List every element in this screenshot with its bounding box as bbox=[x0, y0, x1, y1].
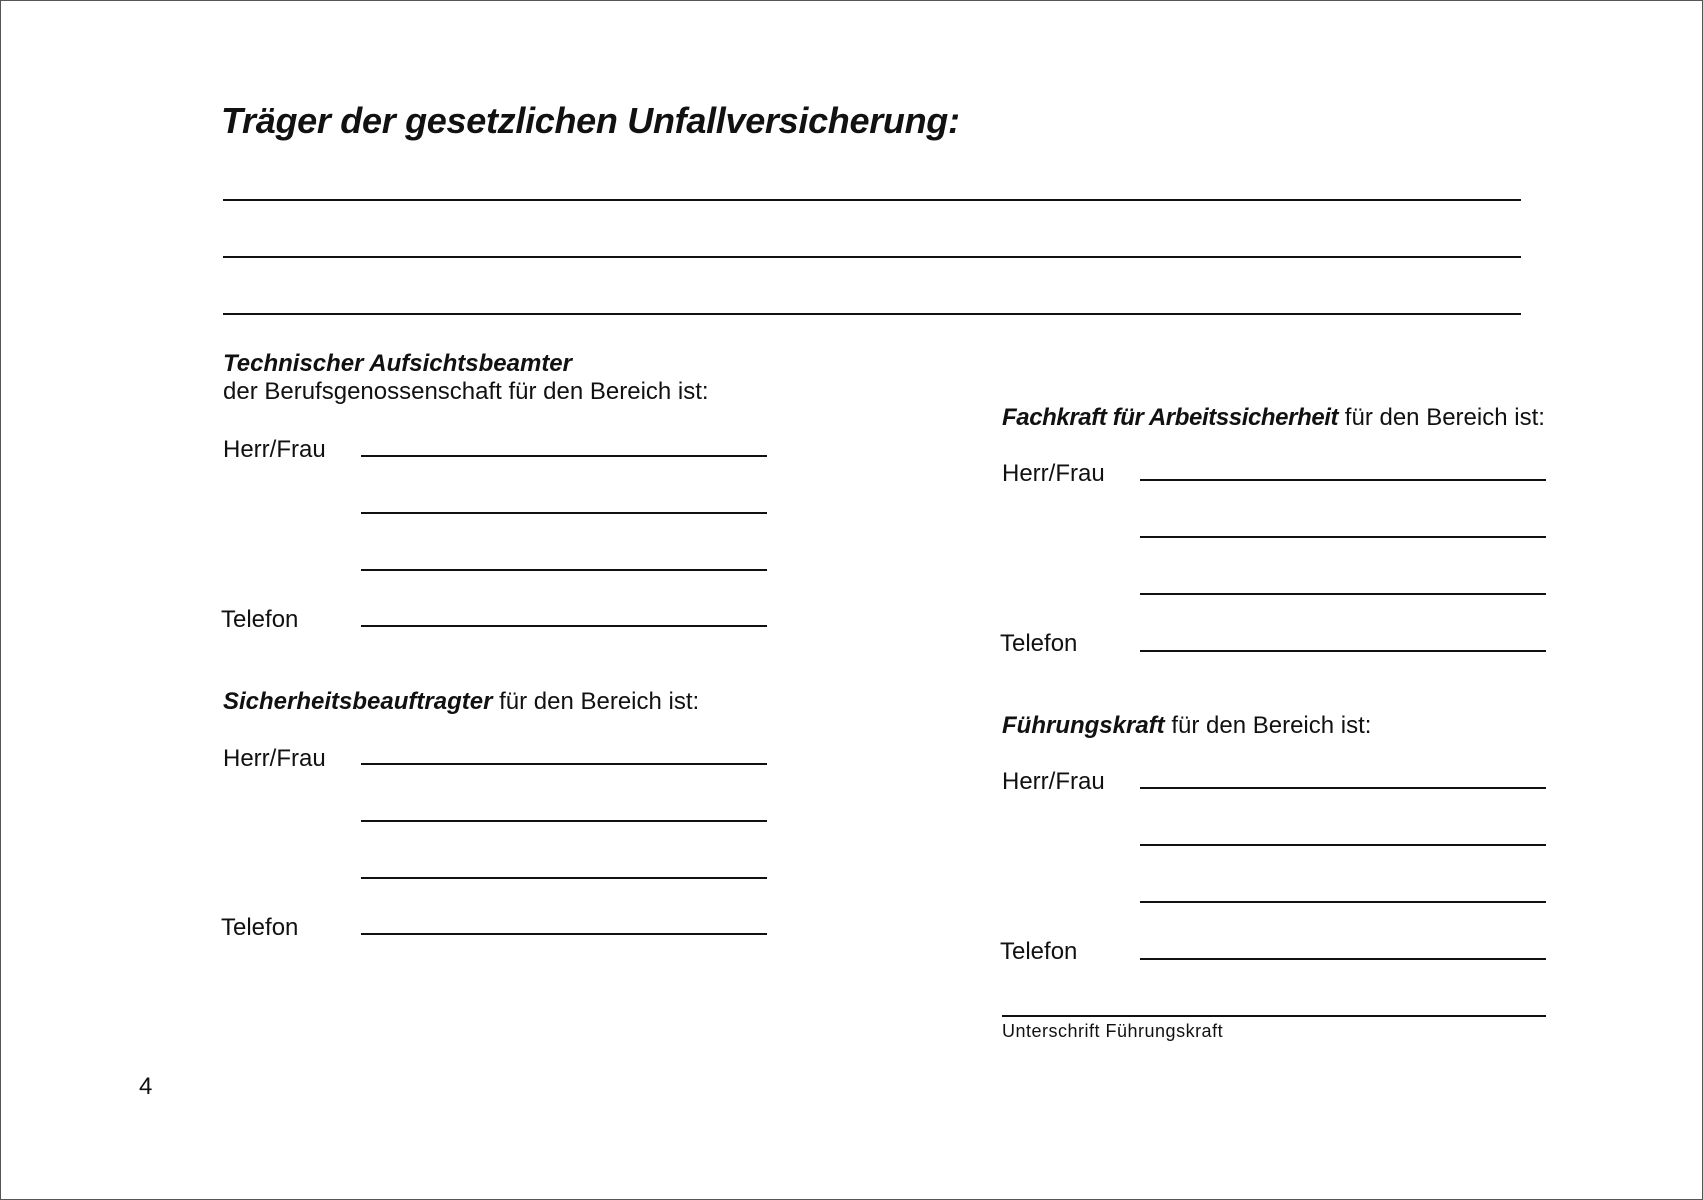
sicherheit-person-label: Herr/Frau bbox=[223, 745, 326, 772]
page-number: 4 bbox=[139, 1073, 153, 1100]
fuehrung-phone-line[interactable] bbox=[1140, 958, 1546, 960]
technischer-heading: Technischer Aufsichtsbeamter bbox=[223, 350, 572, 377]
page-title: Träger der gesetzlichen Unfallversicherung: bbox=[221, 100, 960, 141]
fachkraft-heading-bold: Fachkraft für Arbeitssicherheit bbox=[1002, 404, 1339, 431]
sicherheit-name-line-1[interactable] bbox=[361, 763, 767, 765]
technischer-person-label: Herr/Frau bbox=[223, 436, 326, 463]
fuehrung-name-line-1[interactable] bbox=[1140, 787, 1546, 789]
fuehrung-heading-rest: für den Bereich ist: bbox=[1164, 712, 1372, 739]
insurer-line-1[interactable] bbox=[223, 199, 1521, 201]
signature-line[interactable] bbox=[1002, 1015, 1546, 1017]
fachkraft-heading-rest: für den Bereich ist: bbox=[1338, 404, 1545, 431]
fuehrung-name-line-3[interactable] bbox=[1140, 901, 1546, 903]
signature-label: Unterschrift Führungskraft bbox=[1002, 1021, 1224, 1041]
technischer-name-line-3[interactable] bbox=[361, 569, 767, 571]
sicherheit-heading-rest: für den Bereich ist: bbox=[492, 688, 700, 715]
sicherheit-heading-bold: Sicherheitsbeauftragter bbox=[223, 688, 493, 715]
sicherheit-heading bbox=[223, 688, 699, 716]
fuehrung-phone-label: Telefon bbox=[1000, 938, 1078, 965]
technischer-name-line-1[interactable] bbox=[361, 455, 767, 457]
fachkraft-phone-label: Telefon bbox=[1000, 630, 1078, 657]
fuehrung-name-line-2[interactable] bbox=[1140, 844, 1546, 846]
fachkraft-name-line-2[interactable] bbox=[1140, 536, 1546, 538]
fachkraft-heading bbox=[1002, 404, 1545, 432]
fuehrung-heading-bold: Führungskraft bbox=[1002, 712, 1165, 739]
sicherheit-name-line-3[interactable] bbox=[361, 877, 767, 879]
fachkraft-person-label: Herr/Frau bbox=[1002, 460, 1105, 487]
sicherheit-name-line-2[interactable] bbox=[361, 820, 767, 822]
fachkraft-name-line-1[interactable] bbox=[1140, 479, 1546, 481]
sicherheit-phone-label: Telefon bbox=[221, 914, 299, 941]
fuehrung-heading bbox=[1002, 712, 1371, 740]
fachkraft-phone-line[interactable] bbox=[1140, 650, 1546, 652]
sicherheit-phone-line[interactable] bbox=[361, 933, 767, 935]
fachkraft-name-line-3[interactable] bbox=[1140, 593, 1546, 595]
technischer-phone-line[interactable] bbox=[361, 625, 767, 627]
technischer-subheading: der Berufsgenossenschaft für den Bereich ist: bbox=[223, 378, 709, 405]
insurer-line-2[interactable] bbox=[223, 256, 1521, 258]
technischer-phone-label: Telefon bbox=[221, 606, 299, 633]
technischer-name-line-2[interactable] bbox=[361, 512, 767, 514]
fuehrung-person-label: Herr/Frau bbox=[1002, 768, 1105, 795]
insurer-line-3[interactable] bbox=[223, 313, 1521, 315]
